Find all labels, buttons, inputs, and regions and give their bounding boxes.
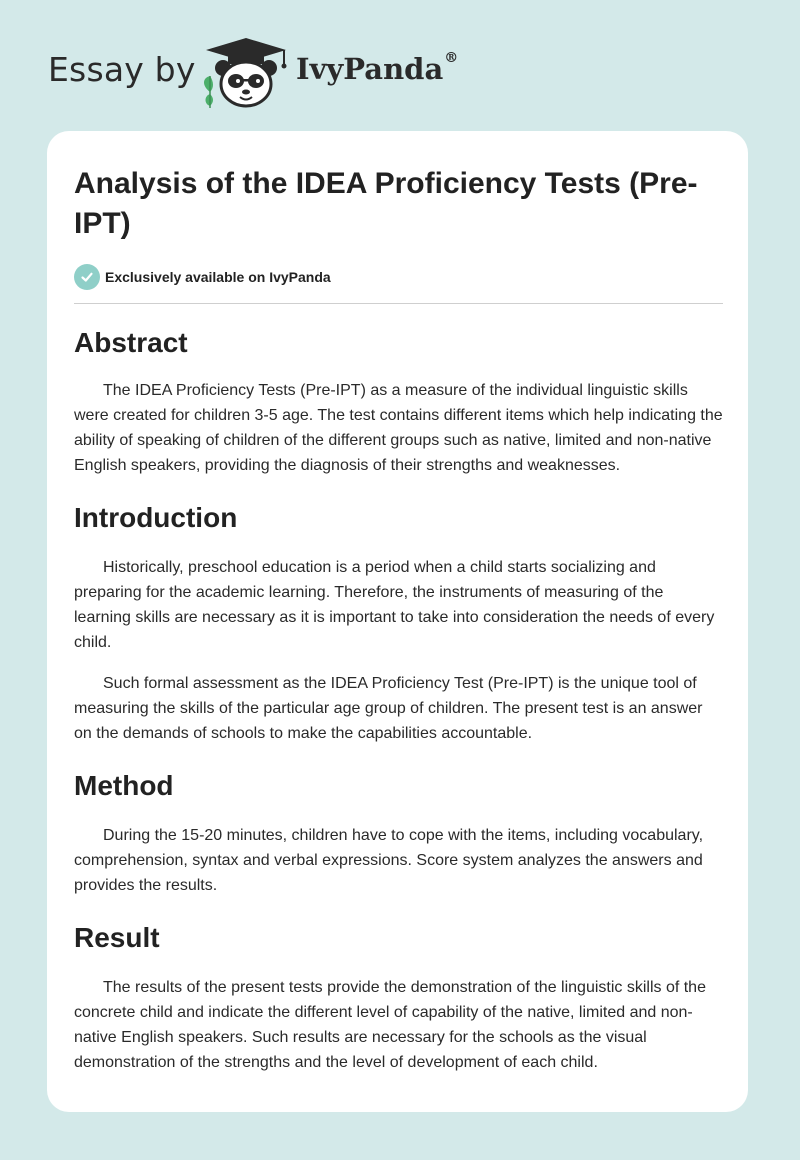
section-heading: Introduction: [74, 502, 238, 533]
exclusive-badge: [74, 264, 331, 290]
section-abstract: [74, 323, 724, 478]
registered-mark: ®: [444, 50, 459, 66]
brand-name[interactable]: IvyPanda®: [296, 50, 459, 86]
paragraph: The IDEA Proficiency Tests (Pre-IPT) as a measure of the individual linguistic skills were created for children 3-5 age. The test contains different items which help indicating the ability of speaking of children of the different groups such as native, limited and non-native English speakers, providing the diagnosis of their strengths and weaknesses.: [74, 382, 723, 474]
essay-card: [47, 131, 748, 1112]
essay-by-label: Essay by: [48, 50, 196, 89]
section-heading: Result: [74, 922, 160, 953]
essay-body: [74, 323, 724, 1075]
section-heading: Abstract: [74, 327, 188, 358]
paragraph: During the 15-20 minutes, children have to cope with the items, including vocabulary, comprehension, syntax and verbal expressions. Score system analyzes the answers and provides the results.: [74, 827, 704, 894]
page-title: Analysis of the IDEA Proficiency Tests (Pre-IPT): [74, 167, 698, 240]
section-method: [74, 766, 724, 898]
paragraph: Such formal assessment as the IDEA Proficiency Test (Pre-IPT) is the unique tool of measuring the skills of the particular age group of children. The present test is an answer on the demands of schools to make the capabilities accountable.: [74, 675, 703, 742]
section-heading: Method: [74, 770, 174, 801]
section-introduction: [74, 498, 724, 746]
paragraph: The results of the present tests provide the demonstration of the linguistic skills of the concrete child and indicate the different level of capability of the native, limited and non-native English speakers. Such results are necessary for the schools as the visual demonstration of the strengths and the level of development of each child.: [74, 979, 706, 1071]
site-header: [0, 0, 800, 130]
check-icon: [74, 264, 100, 290]
divider: [74, 303, 723, 304]
badge-label: Exclusively available on IvyPanda: [105, 269, 331, 285]
section-result: [74, 918, 724, 1075]
paragraph: Historically, preschool education is a period when a child starts socializing and preparing for the academic learning. Therefore, the instruments of measuring of the learning skills are necessary as it is important to take into consideration the needs of every child.: [74, 559, 715, 651]
panda-graduate-icon[interactable]: [198, 36, 294, 110]
